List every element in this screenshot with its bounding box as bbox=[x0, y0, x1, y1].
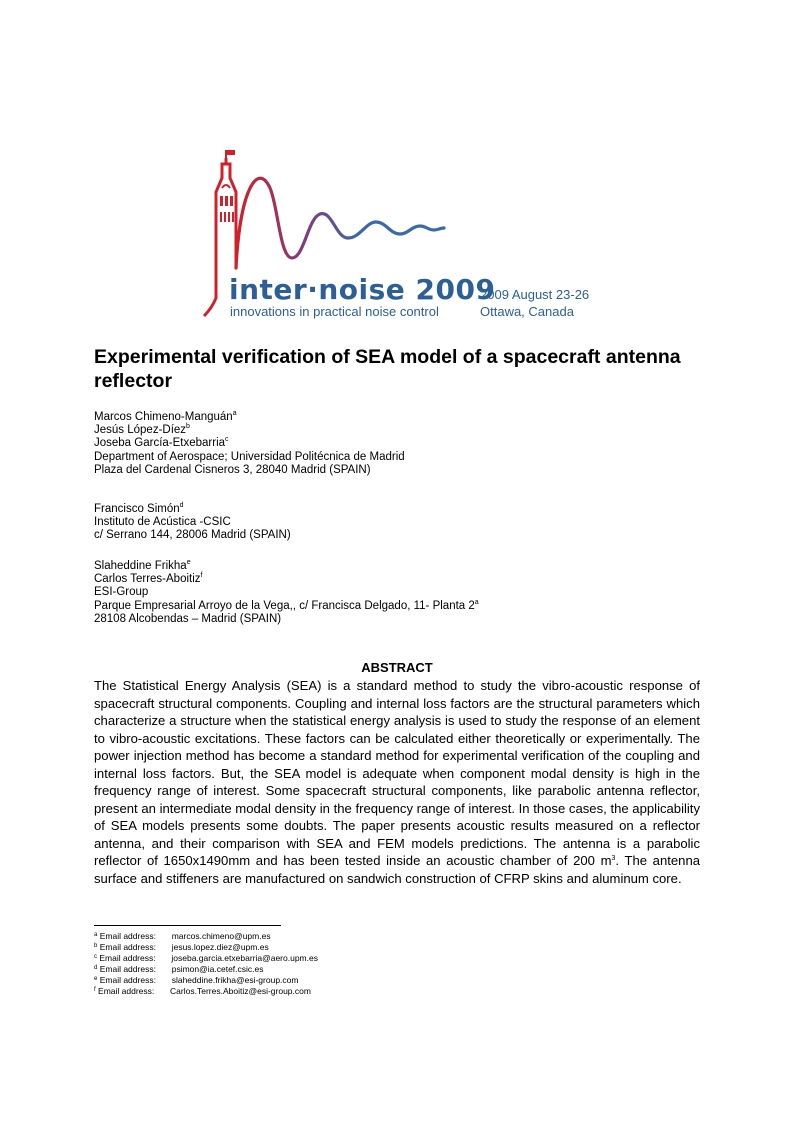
footnote bbox=[94, 964, 318, 975]
footnote-email: psimon@ia.cetef.csic.es bbox=[171, 964, 264, 975]
conference-date: 2009 August 23-26 bbox=[480, 287, 590, 302]
footnote-mark: a bbox=[94, 932, 98, 938]
author-line bbox=[94, 573, 734, 586]
conference-logo bbox=[196, 148, 616, 324]
footnote-email: marcos.chimeno@upm.es bbox=[171, 931, 271, 941]
footnote-email: slaheddine.frikha@esi-group.com bbox=[171, 975, 299, 986]
footnote bbox=[94, 942, 318, 953]
affiliation-line: Instituto de Acústica -CSIC bbox=[94, 516, 231, 529]
author-mark: e bbox=[186, 559, 191, 566]
conference-place: Ottawa, Canada bbox=[480, 304, 574, 319]
author-mark: b bbox=[186, 423, 190, 431]
footnote-mark: e bbox=[94, 976, 98, 983]
abstract-sup: 3 bbox=[611, 855, 616, 863]
footnote-label: Email address: bbox=[98, 986, 155, 997]
affiliation-line: Department of Aerospace; Universidad Politécnica de Madrid bbox=[94, 450, 405, 463]
abstract-body-end: . The antenna surface and stiffeners are manufactured on sandwich construction of CFRP skins and aluminum core. bbox=[94, 853, 701, 887]
author-line bbox=[94, 437, 734, 450]
affiliation-text: Parque Empresarial Arroyo de la Vega,, c/ Francisca Delgado, 11- Planta 2 bbox=[94, 599, 475, 612]
affiliation-line: c/ Serrano 144, 28006 Madrid (SPAIN) bbox=[94, 529, 291, 542]
author-group-1 bbox=[94, 411, 734, 477]
author-name: Carlos Terres-Aboitiz bbox=[94, 573, 201, 586]
author-mark: f bbox=[200, 572, 203, 580]
author-line bbox=[94, 424, 734, 437]
affiliation-sup: a bbox=[474, 598, 479, 606]
footnote-email: jesus.lopez.diez@upm.es bbox=[171, 942, 269, 953]
footnote-label: Email address: bbox=[99, 975, 156, 986]
author-mark: a bbox=[232, 410, 237, 417]
footnote-label: Email address: bbox=[99, 931, 156, 941]
footnote-email: Carlos.Terres.Aboitiz@esi-group.com bbox=[170, 986, 311, 997]
footnote-label: Email address: bbox=[99, 942, 156, 953]
author-line bbox=[94, 411, 734, 424]
affiliation-line: 28108 Alcobendas – Madrid (SPAIN) bbox=[94, 612, 282, 625]
affiliation-line: Plaza del Cardenal Cisneros 3, 28040 Madrid (SPAIN) bbox=[94, 463, 371, 476]
author-name: Slaheddine Frikha bbox=[94, 560, 187, 572]
author-mark: d bbox=[179, 502, 184, 509]
abstract-text bbox=[94, 677, 700, 888]
footnote-mark: d bbox=[94, 965, 98, 972]
author-line bbox=[94, 503, 734, 516]
footnote bbox=[94, 986, 318, 997]
author-name: Francisco Simón bbox=[94, 503, 180, 515]
footnote bbox=[94, 931, 318, 942]
author-mark: c bbox=[225, 436, 229, 444]
footnote-mark: b bbox=[94, 943, 98, 950]
conference-tagline: innovations in practical noise control bbox=[230, 304, 439, 319]
footnote-divider bbox=[94, 925, 281, 926]
footnote-label: Email address: bbox=[99, 953, 156, 964]
footnote bbox=[94, 953, 318, 964]
footnote-label: Email address: bbox=[99, 964, 156, 975]
footnote bbox=[94, 975, 318, 986]
author-name: Marcos Chimeno-Manguán bbox=[94, 411, 233, 423]
footnotes bbox=[94, 931, 318, 998]
footnote-mark: f bbox=[94, 987, 96, 994]
author-name: Joseba García-Etxebarria bbox=[94, 437, 226, 450]
author-group-3 bbox=[94, 560, 734, 626]
conference-name: inter·noise 2009 bbox=[229, 273, 496, 306]
paper-title: Experimental verification of SEA model of a spacecraft antenna reflector bbox=[94, 346, 681, 392]
footnote-mark: c bbox=[94, 954, 97, 961]
abstract-body: The Statistical Energy Analysis (SEA) is a standard method to study the vibro-acoustic response of spacecraft structural components. Coupling and internal loss factors are the structural parameters which characterize a structure when the statistical energy analysis is used to study the response of an element to vibro-acoustic excitations. These factors can be calculated either theoretically or experimentally. The power injection method has become a standard method for experimental verification of the coupling and internal loss factors. But, the SEA model is adequate when component modal density is high in the frequency range of interest. Some spacecraft structural components, like parabolic antenna reflector, present an intermediate modal density in the frequency range of interest. In those cases, the applicability of SEA models presents some doubts. The paper presents acoustic results measured on a reflector antenna, and their comparison with SEA and FEM models predictions. The antenna is a parabolic reflector of 1650x1490mm and has been tested inside an acoustic chamber of 200 m bbox=[94, 678, 700, 869]
abstract-heading: ABSTRACT bbox=[361, 660, 433, 675]
author-name: Jesús López-Díez bbox=[94, 424, 187, 437]
affiliation-line bbox=[94, 600, 734, 613]
footnote-email: joseba.garcia.etxebarria@aero.upm.es bbox=[171, 953, 318, 964]
affiliation-line: ESI-Group bbox=[94, 586, 149, 599]
author-line bbox=[94, 560, 734, 573]
author-group-2 bbox=[94, 503, 734, 543]
